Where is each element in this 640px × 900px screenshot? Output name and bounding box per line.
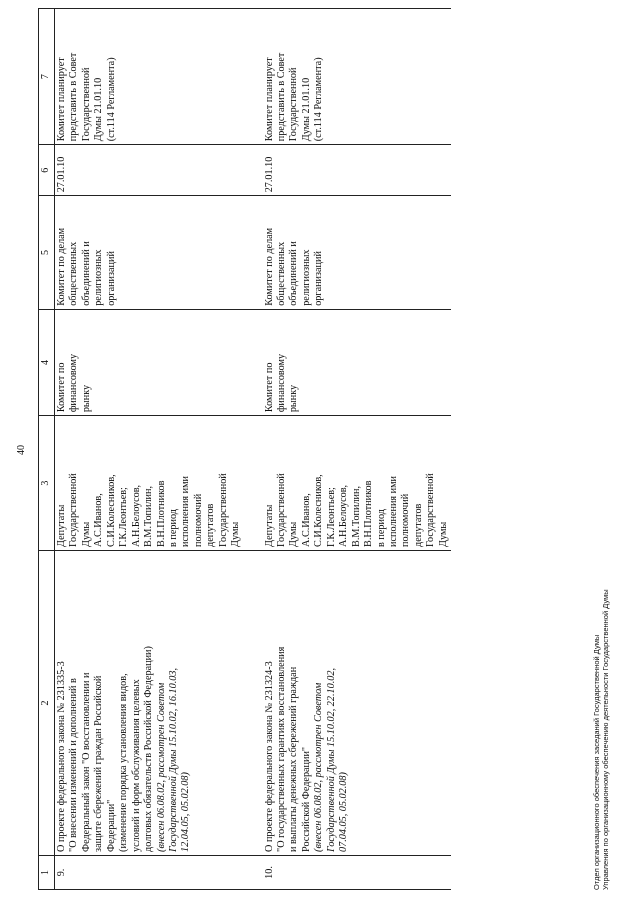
status-line: представить в Совет: [276, 52, 287, 142]
bill-title-line: О проекте федерального закона № 231324-3: [263, 661, 275, 852]
bill-note-line: Государственной Думы 15.10.02, 16.10.03,: [167, 667, 179, 852]
status-line: представить в Совет: [68, 52, 80, 142]
bill-authors-line: А.Н.Белоусов,: [130, 484, 142, 547]
bills-table: [38, 8, 452, 890]
bill-authors-line: С.И.Колесников,: [105, 474, 117, 547]
responsible-committee-line: финансовому: [68, 353, 80, 413]
co-committee: [55, 196, 244, 309]
status-line: Комитет планирует: [263, 57, 275, 142]
responsible-committee: [55, 309, 244, 415]
bill-title-line: Российской Федерации": [300, 746, 312, 852]
bill-authors-line: исполнения ими: [387, 476, 399, 547]
co-committee-line: объединений и: [80, 241, 92, 306]
responsible-committee-line: рынку: [288, 384, 300, 413]
bill-authors-line: Думы: [80, 521, 92, 547]
footer-line: Отдел организационного обеспечения заседаний Государственной Думы: [592, 634, 601, 890]
bill-authors-line: Депутаты: [56, 504, 67, 547]
bill-title: [55, 550, 244, 855]
co-committee: [244, 196, 452, 309]
bill-title-line: защите сбережений граждан Российской: [93, 675, 105, 852]
co-committee-line: Комитет по делам: [263, 227, 275, 306]
bill-title-line: Федерации": [105, 799, 117, 852]
responsible-committee-line: Комитет по: [56, 362, 67, 413]
bill-title-line: Федеральный закон "О восстановлении и: [80, 672, 92, 852]
bill-note-line: Государственной Думы 15.10.02, 22.10.02,: [325, 667, 337, 852]
bill-authors-line: В.М.Топилин,: [143, 486, 155, 547]
bill-authors: [55, 416, 244, 551]
responsible-committee-line: финансовому: [276, 353, 287, 413]
status-line: (ст.114 Регламента): [105, 57, 117, 142]
bill-authors-line: в период: [375, 509, 387, 547]
table-row: [55, 9, 244, 890]
page-number: 40: [16, 445, 27, 455]
status-line: Думы 21.01.10: [300, 77, 312, 142]
bill-authors-line: полномочий: [400, 493, 412, 547]
status-line: Комитет планирует: [56, 57, 67, 142]
bill-authors-line: Государственной: [425, 473, 437, 547]
bill-title: [244, 550, 452, 855]
responsible-committee-line: Комитет по: [263, 362, 275, 413]
bill-title-line: О проекте федерального закона № 231335-3: [56, 661, 67, 852]
bill-authors-line: С.И.Колесников,: [313, 474, 325, 547]
responsible-committee-line: рынку: [80, 384, 92, 413]
bill-authors-line: А.С.Иванов,: [93, 493, 105, 547]
bill-title-line: и выплаты денежных сбережений граждан: [288, 666, 300, 852]
bill-authors-line: Депутаты: [263, 504, 275, 547]
bill-note-line: 07.04.05, 05.02.08): [338, 772, 350, 852]
bill-title-line: (изменение порядка установления видов,: [118, 673, 130, 852]
bill-authors-line: Государственной: [217, 473, 229, 547]
co-committee-line: Комитет по делам: [56, 227, 67, 306]
column-header: 4: [39, 309, 55, 415]
bill-authors-line: депутатов: [412, 503, 424, 547]
bill-title-line: долговых обязательств Российской Федерации): [143, 646, 155, 852]
bill-note-line: 12.04.05, 05.02.08): [180, 772, 192, 852]
row-number: 9.: [55, 855, 244, 889]
column-header: 3: [39, 416, 55, 551]
co-committee-line: организаций: [313, 251, 325, 306]
co-committee-line: религиозных: [93, 249, 105, 306]
bill-authors-line: депутатов: [205, 503, 217, 547]
co-committee-line: общественных: [68, 241, 80, 306]
bill-note-line: (внесен 06.08.02, рассмотрен Советом: [313, 682, 325, 852]
bill-authors-line: Государственной: [276, 473, 287, 547]
bill-authors-line: А.Н.Белоусов,: [338, 484, 350, 547]
bill-title-line: "О внесении изменений и дополнений в: [68, 678, 80, 852]
bill-title-line: "О государственных гарантиях восстановления: [276, 646, 287, 852]
bill-authors-line: Думы: [288, 521, 300, 547]
bill-authors-line: В.Н.Плотников: [155, 480, 167, 547]
co-committee-line: объединений и: [288, 241, 300, 306]
bill-authors-line: Г.К.Леонтьев;: [325, 487, 337, 547]
co-committee-line: организаций: [105, 251, 117, 306]
bill-authors-line: полномочий: [192, 493, 204, 547]
column-header: 5: [39, 196, 55, 309]
status-line: Думы 21.01.10: [93, 77, 105, 142]
bill-authors-line: Думы: [230, 521, 242, 547]
footer: [592, 589, 611, 890]
table-row: [244, 9, 452, 890]
bill-authors-line: Г.К.Леонтьев;: [118, 487, 130, 547]
bill-authors: [244, 416, 452, 551]
column-header: 7: [39, 9, 55, 145]
bill-authors-line: В.М.Топилин,: [350, 486, 362, 547]
co-committee-line: общественных: [276, 241, 287, 306]
status: [55, 9, 244, 145]
bill-authors-line: Государственной: [68, 473, 80, 547]
status-line: (ст.114 Регламента): [313, 57, 325, 142]
column-header: 2: [39, 550, 55, 855]
bill-authors-line: А.С.Иванов,: [300, 493, 312, 547]
date: 27.01.10: [244, 145, 452, 196]
date: 27.01.10: [55, 145, 244, 196]
status-line: Государственной: [288, 67, 300, 142]
co-committee-line: религиозных: [300, 249, 312, 306]
footer-line: Управления по организационному обеспечению деятельности Государственной Думы: [601, 589, 611, 890]
bill-authors-line: в период: [167, 509, 179, 547]
column-number-row: [39, 9, 55, 890]
row-number: 10.: [244, 855, 452, 889]
bill-authors-line: исполнения ими: [180, 476, 192, 547]
status: [244, 9, 452, 145]
bill-authors-line: В.Н.Плотников: [363, 480, 375, 547]
bill-note-line: (внесен 06.08.02, рассмотрен Советом: [155, 682, 167, 852]
column-header: 6: [39, 145, 55, 196]
bill-authors-line: Думы: [437, 521, 449, 547]
column-header: 1: [39, 855, 55, 889]
bill-title-line: условий и форм обслуживания целевых: [130, 679, 142, 852]
status-line: Государственной: [80, 67, 92, 142]
responsible-committee: [244, 309, 452, 415]
